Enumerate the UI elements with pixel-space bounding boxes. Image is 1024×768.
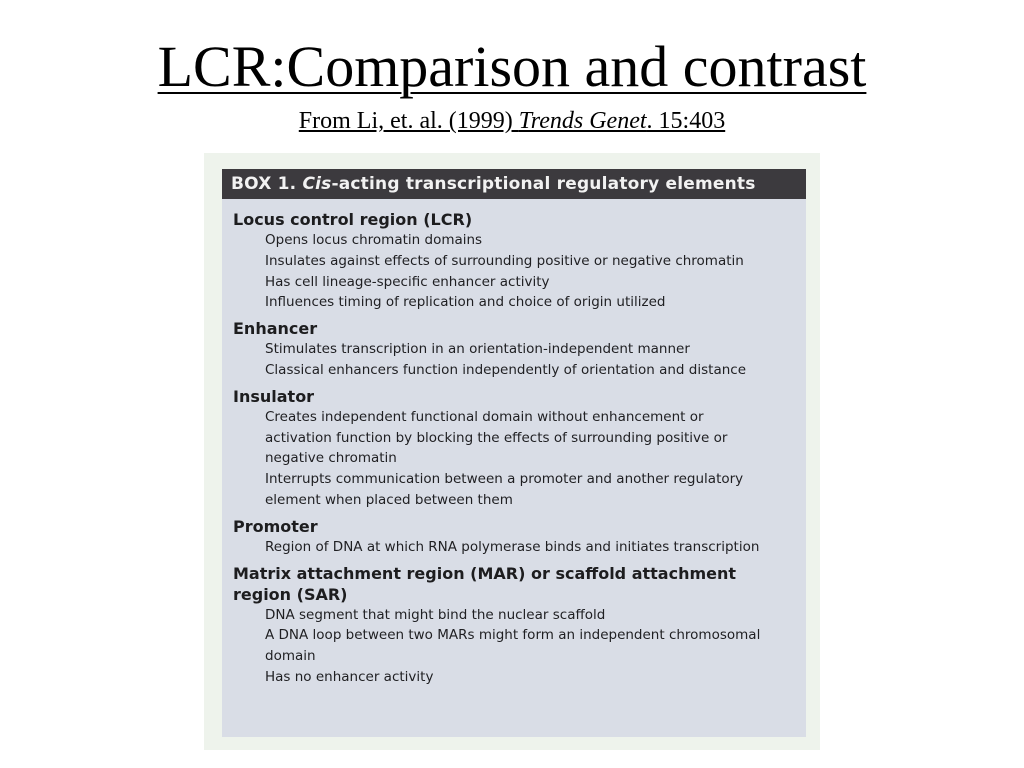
slide-title: LCR:Comparison and contrast <box>157 34 867 99</box>
term-heading: Insulator <box>233 386 315 406</box>
section-mar-sar <box>233 563 799 688</box>
term-description <box>265 605 799 688</box>
term-heading: Locus control region (LCR) <box>233 210 473 229</box>
term-description <box>265 407 799 511</box>
citation-journal: Trends Genet <box>518 108 647 134</box>
description-line: Insulates against effects of surrounding positive or negative chromatin <box>265 252 744 269</box>
section-enhancer <box>233 318 799 381</box>
box-body <box>233 209 799 693</box>
term-heading: Matrix attachment region (MAR) or scaffold attachment <box>233 563 737 583</box>
description-line: Has no enhancer activity <box>265 668 434 685</box>
term-heading: Enhancer <box>233 319 318 339</box>
section-lcr <box>233 209 799 313</box>
description-line: Stimulates transcription in an orientation-independent manner <box>265 341 690 358</box>
description-line: Opens locus chromatin domains <box>265 232 483 248</box>
description-line: Has cell lineage-specific enhancer activity <box>265 273 550 290</box>
section-insulator <box>233 386 799 511</box>
section-promoter <box>233 516 799 558</box>
term-heading: Promoter <box>233 516 318 536</box>
citation-volume: . 15:403 <box>646 108 726 134</box>
description-line: DNA segment that might bind the nuclear scaffold <box>265 606 606 623</box>
citation <box>0 106 1024 136</box>
description-line: Region of DNA at which RNA polymerase binds and initiates transcription <box>265 538 760 555</box>
description-line: Interrupts communication between a promoter and another regulatory <box>265 471 744 488</box>
description-line: negative chromatin <box>265 450 397 467</box>
box-header <box>222 169 806 199</box>
description-line: Classical enhancers function independently of orientation and distance <box>265 361 746 378</box>
box-header-italic: Cis <box>302 174 332 194</box>
term-description <box>265 537 799 558</box>
box-panel <box>222 169 806 737</box>
term-description <box>265 230 799 313</box>
term-description <box>265 339 799 381</box>
description-line: Creates independent functional domain without enhancement or <box>265 408 704 425</box>
description-line: element when placed between them <box>265 491 513 508</box>
citation-authors: From Li, et. al. (1999) <box>298 108 519 134</box>
box-header-prefix: BOX 1. <box>231 174 303 194</box>
description-line: domain <box>265 648 316 665</box>
box-header-suffix: -acting transcriptional regulatory elements <box>331 174 756 194</box>
description-line: A DNA loop between two MARs might form an independent chromosomal <box>265 627 761 644</box>
description-line: activation function by blocking the effects of surrounding positive or <box>265 429 728 446</box>
term-heading-continued: region (SAR) <box>233 584 348 604</box>
description-line: Influences timing of replication and choice of origin utilized <box>265 294 666 311</box>
scanned-figure <box>204 153 820 750</box>
